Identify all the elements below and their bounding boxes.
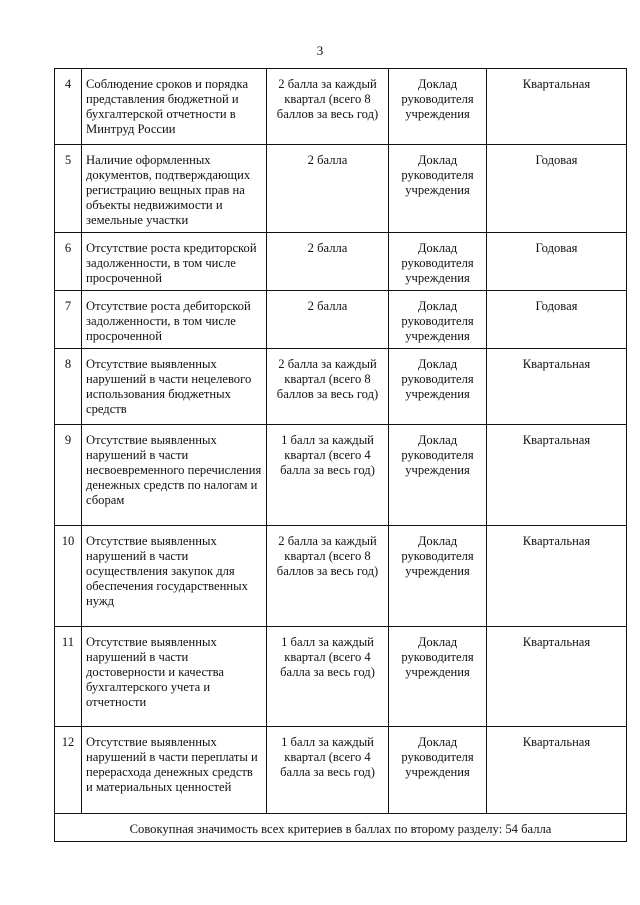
score-text: 2 балла за каждый квартал (всего 8 баллов за весь год)	[267, 69, 389, 145]
period-text: Квартальная	[487, 349, 627, 425]
criterion-text: Отсутствие выявленных нарушений в части нецелевого использования бюджетных средств	[82, 349, 267, 425]
row-number: 11	[55, 627, 82, 727]
period-text: Годовая	[487, 145, 627, 233]
table-row	[55, 233, 627, 291]
table-row	[55, 291, 627, 349]
page-number: 3	[316, 43, 324, 58]
criterion-text: Наличие оформленных документов, подтверждающих регистрацию вещных прав на объекты недвижимости и земельные участки	[82, 145, 267, 233]
report-text: Доклад руководителя учреждения	[389, 727, 487, 814]
table-row	[55, 69, 627, 145]
period-text: Квартальная	[487, 727, 627, 814]
row-number: 8	[55, 349, 82, 425]
criterion-text: Отсутствие роста дебиторской задолженности, в том числе просроченной	[82, 291, 267, 349]
score-text: 2 балла за каждый квартал (всего 8 баллов за весь год)	[267, 349, 389, 425]
score-text: 1 балл за каждый квартал (всего 4 балла за весь год)	[267, 627, 389, 727]
table-row	[55, 727, 627, 814]
report-text: Доклад руководителя учреждения	[389, 69, 487, 145]
row-number: 5	[55, 145, 82, 233]
criterion-text: Отсутствие роста кредиторской задолженности, в том числе просроченной	[82, 233, 267, 291]
table-row	[55, 349, 627, 425]
table-row	[55, 526, 627, 627]
score-text: 2 балла за каждый квартал (всего 8 баллов за весь год)	[267, 526, 389, 627]
table-row	[55, 145, 627, 233]
row-number: 12	[55, 727, 82, 814]
score-text: 2 балла	[267, 291, 389, 349]
score-text: 2 балла	[267, 233, 389, 291]
row-number: 6	[55, 233, 82, 291]
score-text: 2 балла	[267, 145, 389, 233]
summary-text: Совокупная значимость всех критериев в баллах по второму разделу: 54 балла	[55, 814, 627, 842]
report-text: Доклад руководителя учреждения	[389, 627, 487, 727]
summary-row	[55, 814, 627, 842]
row-number: 10	[55, 526, 82, 627]
report-text: Доклад руководителя учреждения	[389, 145, 487, 233]
period-text: Годовая	[487, 291, 627, 349]
report-text: Доклад руководителя учреждения	[389, 526, 487, 627]
criterion-text: Отсутствие выявленных нарушений в части достоверности и качества бухгалтерского учета и отчетности	[82, 627, 267, 727]
report-text: Доклад руководителя учреждения	[389, 233, 487, 291]
period-text: Квартальная	[487, 526, 627, 627]
period-text: Квартальная	[487, 425, 627, 526]
score-text: 1 балл за каждый квартал (всего 4 балла за весь год)	[267, 425, 389, 526]
report-text: Доклад руководителя учреждения	[389, 425, 487, 526]
period-text: Квартальная	[487, 627, 627, 727]
criterion-text: Отсутствие выявленных нарушений в части осуществления закупок для обеспечения государственных нужд	[82, 526, 267, 627]
criteria-table	[54, 68, 627, 842]
table-row	[55, 425, 627, 526]
row-number: 4	[55, 69, 82, 145]
report-text: Доклад руководителя учреждения	[389, 291, 487, 349]
row-number: 9	[55, 425, 82, 526]
table-row	[55, 627, 627, 727]
report-text: Доклад руководителя учреждения	[389, 349, 487, 425]
row-number: 7	[55, 291, 82, 349]
period-text: Квартальная	[487, 69, 627, 145]
criterion-text: Отсутствие выявленных нарушений в части несвоевременного перечисления денежных средств по налогам и сборам	[82, 425, 267, 526]
criterion-text: Отсутствие выявленных нарушений в части переплаты и перерасхода денежных средств и материальных ценностей	[82, 727, 267, 814]
criterion-text: Соблюдение сроков и порядка представления бюджетной и бухгалтерской отчетности в Минтруд России	[82, 69, 267, 145]
period-text: Годовая	[487, 233, 627, 291]
score-text: 1 балл за каждый квартал (всего 4 балла за весь год)	[267, 727, 389, 814]
